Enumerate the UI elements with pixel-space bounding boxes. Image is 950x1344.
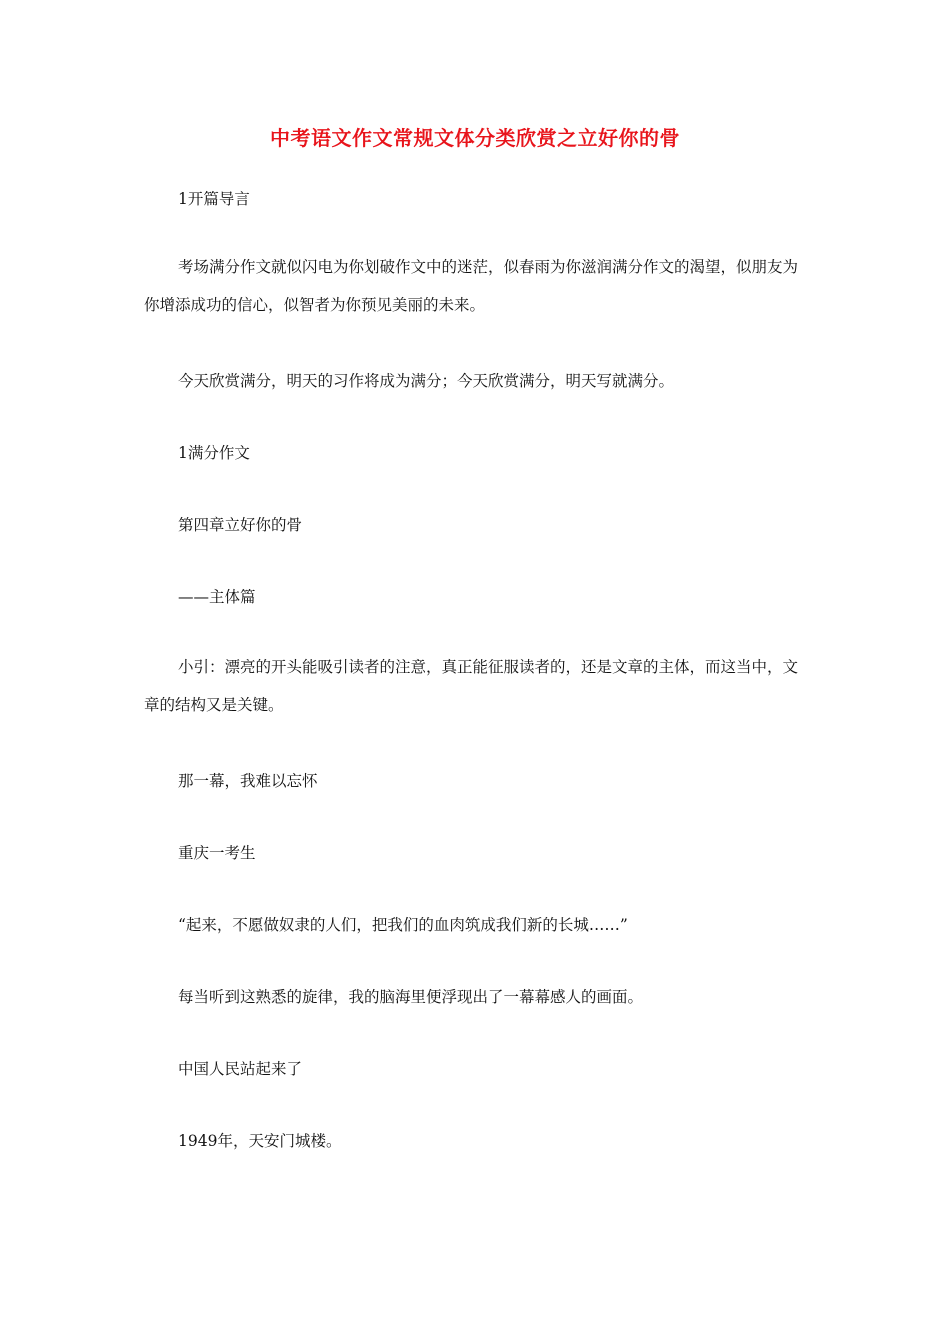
chapter-heading: 第四章立好你的骨 [178,516,303,534]
chapter-subheading: ——主体篇 [178,588,256,606]
paragraph-melody: 每当听到这熟悉的旋律，我的脑海里便浮现出了一幕幕感人的画面。 [178,988,644,1006]
paragraph-quote: “起来，不愿做奴隶的人们，把我们的血肉筑成我们新的长城……” [178,916,628,934]
essay-author: 重庆一考生 [178,844,256,862]
paragraph-appreciate: 今天欣赏满分，明天的习作将成为满分；今天欣赏满分，明天写就满分。 [178,372,675,390]
section-heading-intro: 1开篇导言 [178,190,250,208]
paragraph-preface: 小引：漂亮的开头能吸引读者的注意，真正能征服读者的，还是文章的主体，而这当中，文章的结构又是关键。 [144,658,799,714]
document-title: 中考语文作文常规文体分类欣赏之立好你的骨 [270,126,680,150]
essay-subheading: 中国人民站起来了 [178,1060,303,1078]
paragraph-intro: 考场满分作文就似闪电为你划破作文中的迷茫，似春雨为你滋润满分作文的渴望，似朋友为你增添成功的信心，似智者为你预见美丽的未来。 [144,258,799,314]
essay-title: 那一幕，我难以忘怀 [178,772,318,790]
paragraph-1949: 1949年，天安门城楼。 [178,1132,342,1150]
section-heading-essay: 1满分作文 [178,444,250,462]
